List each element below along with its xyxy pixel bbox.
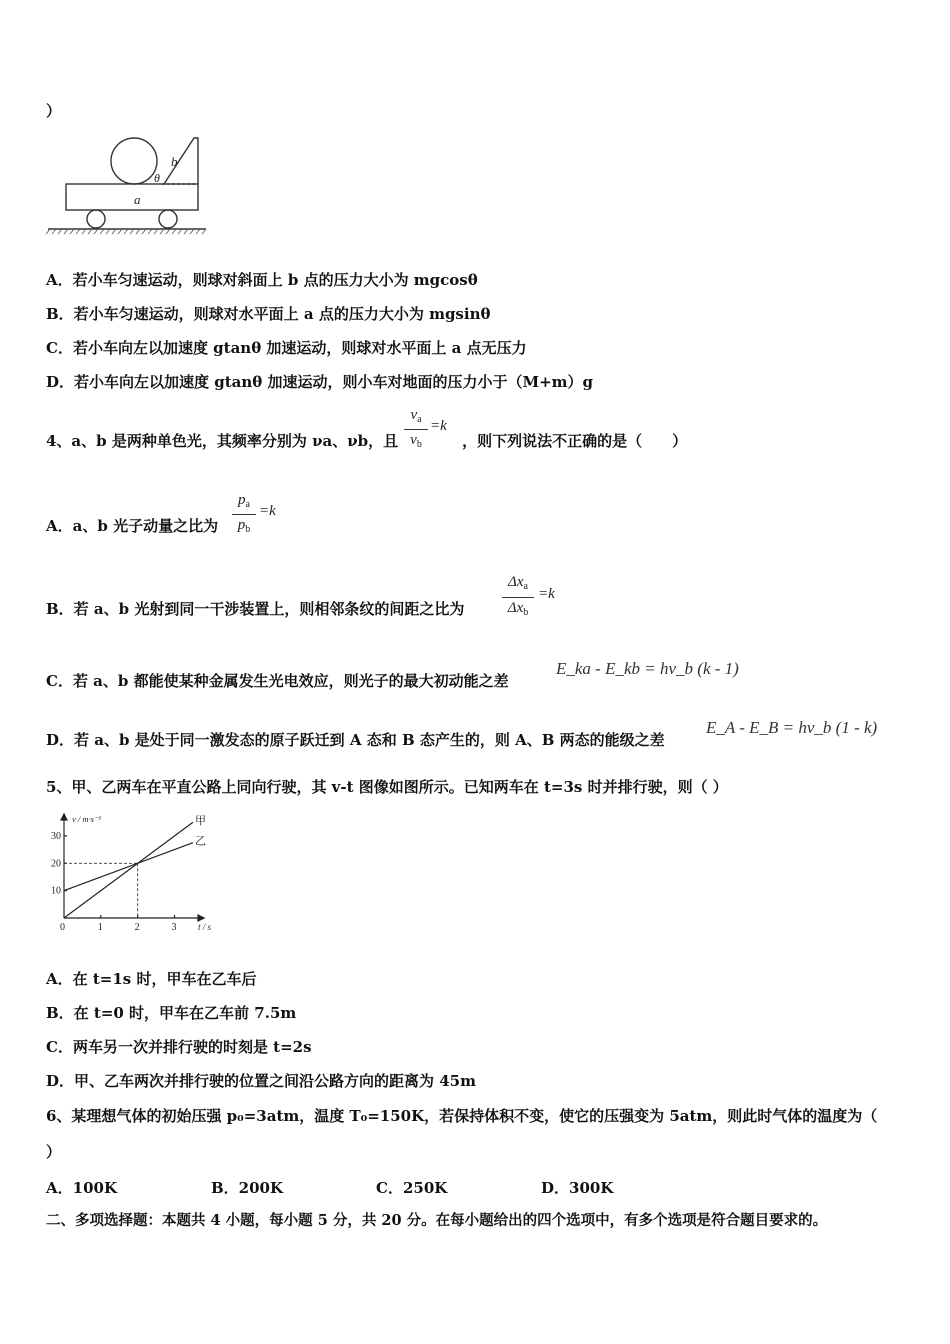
x-tick-label: 1 xyxy=(97,922,103,933)
x-tick-label: 0 xyxy=(60,922,65,933)
q6-option-c: C．250K xyxy=(376,1179,448,1197)
q5-option-c: C．两车另一次并排行驶的时刻是 t=2s xyxy=(46,1038,312,1056)
ball xyxy=(111,138,157,184)
y-axis-arrow xyxy=(61,814,67,820)
y-axis-label: v / m·s⁻¹ xyxy=(72,814,101,824)
cart-body xyxy=(66,184,198,210)
q4-stem-a: 4、a、b 是两种单色光，其频率分别为 νa、νb，且 xyxy=(46,432,399,450)
label-theta: θ xyxy=(154,171,160,185)
label-b: b xyxy=(171,154,178,169)
q4-d-expression: E_A - E_B = hν_b (1 - k) xyxy=(706,718,878,737)
x-axis-label: t / s xyxy=(198,922,212,932)
series-yi-label: 乙 xyxy=(194,835,206,848)
q4-stem-fraction: $\nu_a$ $\nu_b$ =k xyxy=(404,407,428,453)
q3-stem-continuation: ） xyxy=(46,102,62,120)
q6-option-d: D．300K xyxy=(541,1179,614,1197)
q6-stem: 6、某理想气体的初始压强 p₀=3atm，温度 T₀=150K，若保持体积不变，使它的压强变为 5atm，则此时气体的温度为（ xyxy=(46,1107,878,1125)
x-tick-label: 2 xyxy=(134,922,140,933)
q5-option-d: D．甲、乙车两次并排行驶的位置之间沿公路方向的距离为 45m xyxy=(46,1072,476,1090)
series-jia-label: 甲 xyxy=(194,815,206,828)
y-tick-label: 20 xyxy=(51,858,61,870)
y-tick-label: 30 xyxy=(51,830,61,842)
q4-option-a: A．a、b 光子动量之比为 xyxy=(46,517,219,535)
q4-option-b: B．若 a、b 光射到同一干涉装置上，则相邻条纹的间距之比为 xyxy=(46,600,465,618)
q4-c-expression: E_ka - E_kb = hν_b (k - 1) xyxy=(556,659,739,678)
q4-stem-b: ，则下列说法不正确的是（ ） xyxy=(462,432,688,450)
q6-stem-continuation: ） xyxy=(46,1143,62,1161)
q5-option-a: A．在 t=1s 时，甲车在乙车后 xyxy=(46,970,257,988)
q5-option-b: B．在 t=0 时，甲车在乙车前 7.5m xyxy=(46,1004,297,1022)
q3-option-b: B．若小车匀速运动，则球对水平面上 a 点的压力大小为 mgsinθ xyxy=(46,305,491,323)
q5-stem: 5、甲、乙两车在平直公路上同向行驶，其 v-t 图像如图所示。已知两车在 t=3s 时并排行驶，则（ ） xyxy=(46,778,728,796)
cart-incline xyxy=(164,138,198,184)
y-tick-label: 10 xyxy=(51,885,61,897)
q4-option-d: D．若 a、b 是处于同一激发态的原子跃迁到 A 态和 B 态产生的，则 A、B 两态的能级之差 xyxy=(46,731,665,749)
q6-option-b: B．200K xyxy=(211,1179,284,1197)
q4-b-fraction: $\Delta x_a$ $\Delta x_b$ =k xyxy=(502,574,534,622)
x-tick-label: 3 xyxy=(171,922,177,933)
label-a: a xyxy=(134,192,141,207)
q5-vt-chart xyxy=(44,808,224,938)
series-yi-line xyxy=(64,843,193,891)
q3-option-a: A．若小车匀速运动，则球对斜面上 b 点的压力大小为 mgcosθ xyxy=(46,271,478,289)
q6-option-a: A．100K xyxy=(46,1179,117,1197)
series-jia-line xyxy=(64,822,193,918)
q4-option-c: C．若 a、b 都能使某种金属发生光电效应，则光子的最大初动能之差 xyxy=(46,672,509,690)
q3-option-c: C．若小车向左以加速度 gtanθ 加速运动，则球对水平面上 a 点无压力 xyxy=(46,339,527,357)
wheel-right xyxy=(159,210,177,228)
q3-cart-figure xyxy=(44,132,210,240)
q3-option-d: D．若小车向左以加速度 gtanθ 加速运动，则小车对地面的压力小于（M+m）g xyxy=(46,373,594,391)
x-axis-arrow xyxy=(198,915,204,921)
q4-a-fraction: $p_a$ $p_b$ =k xyxy=(232,492,256,538)
section-2-header: 二、多项选择题：本题共 4 小题，每小题 5 分，共 20 分。在每小题给出的四个选项中，有多个选项是符合题目要求的。 xyxy=(46,1212,828,1229)
wheel-left xyxy=(87,210,105,228)
q4-stem xyxy=(46,431,687,451)
